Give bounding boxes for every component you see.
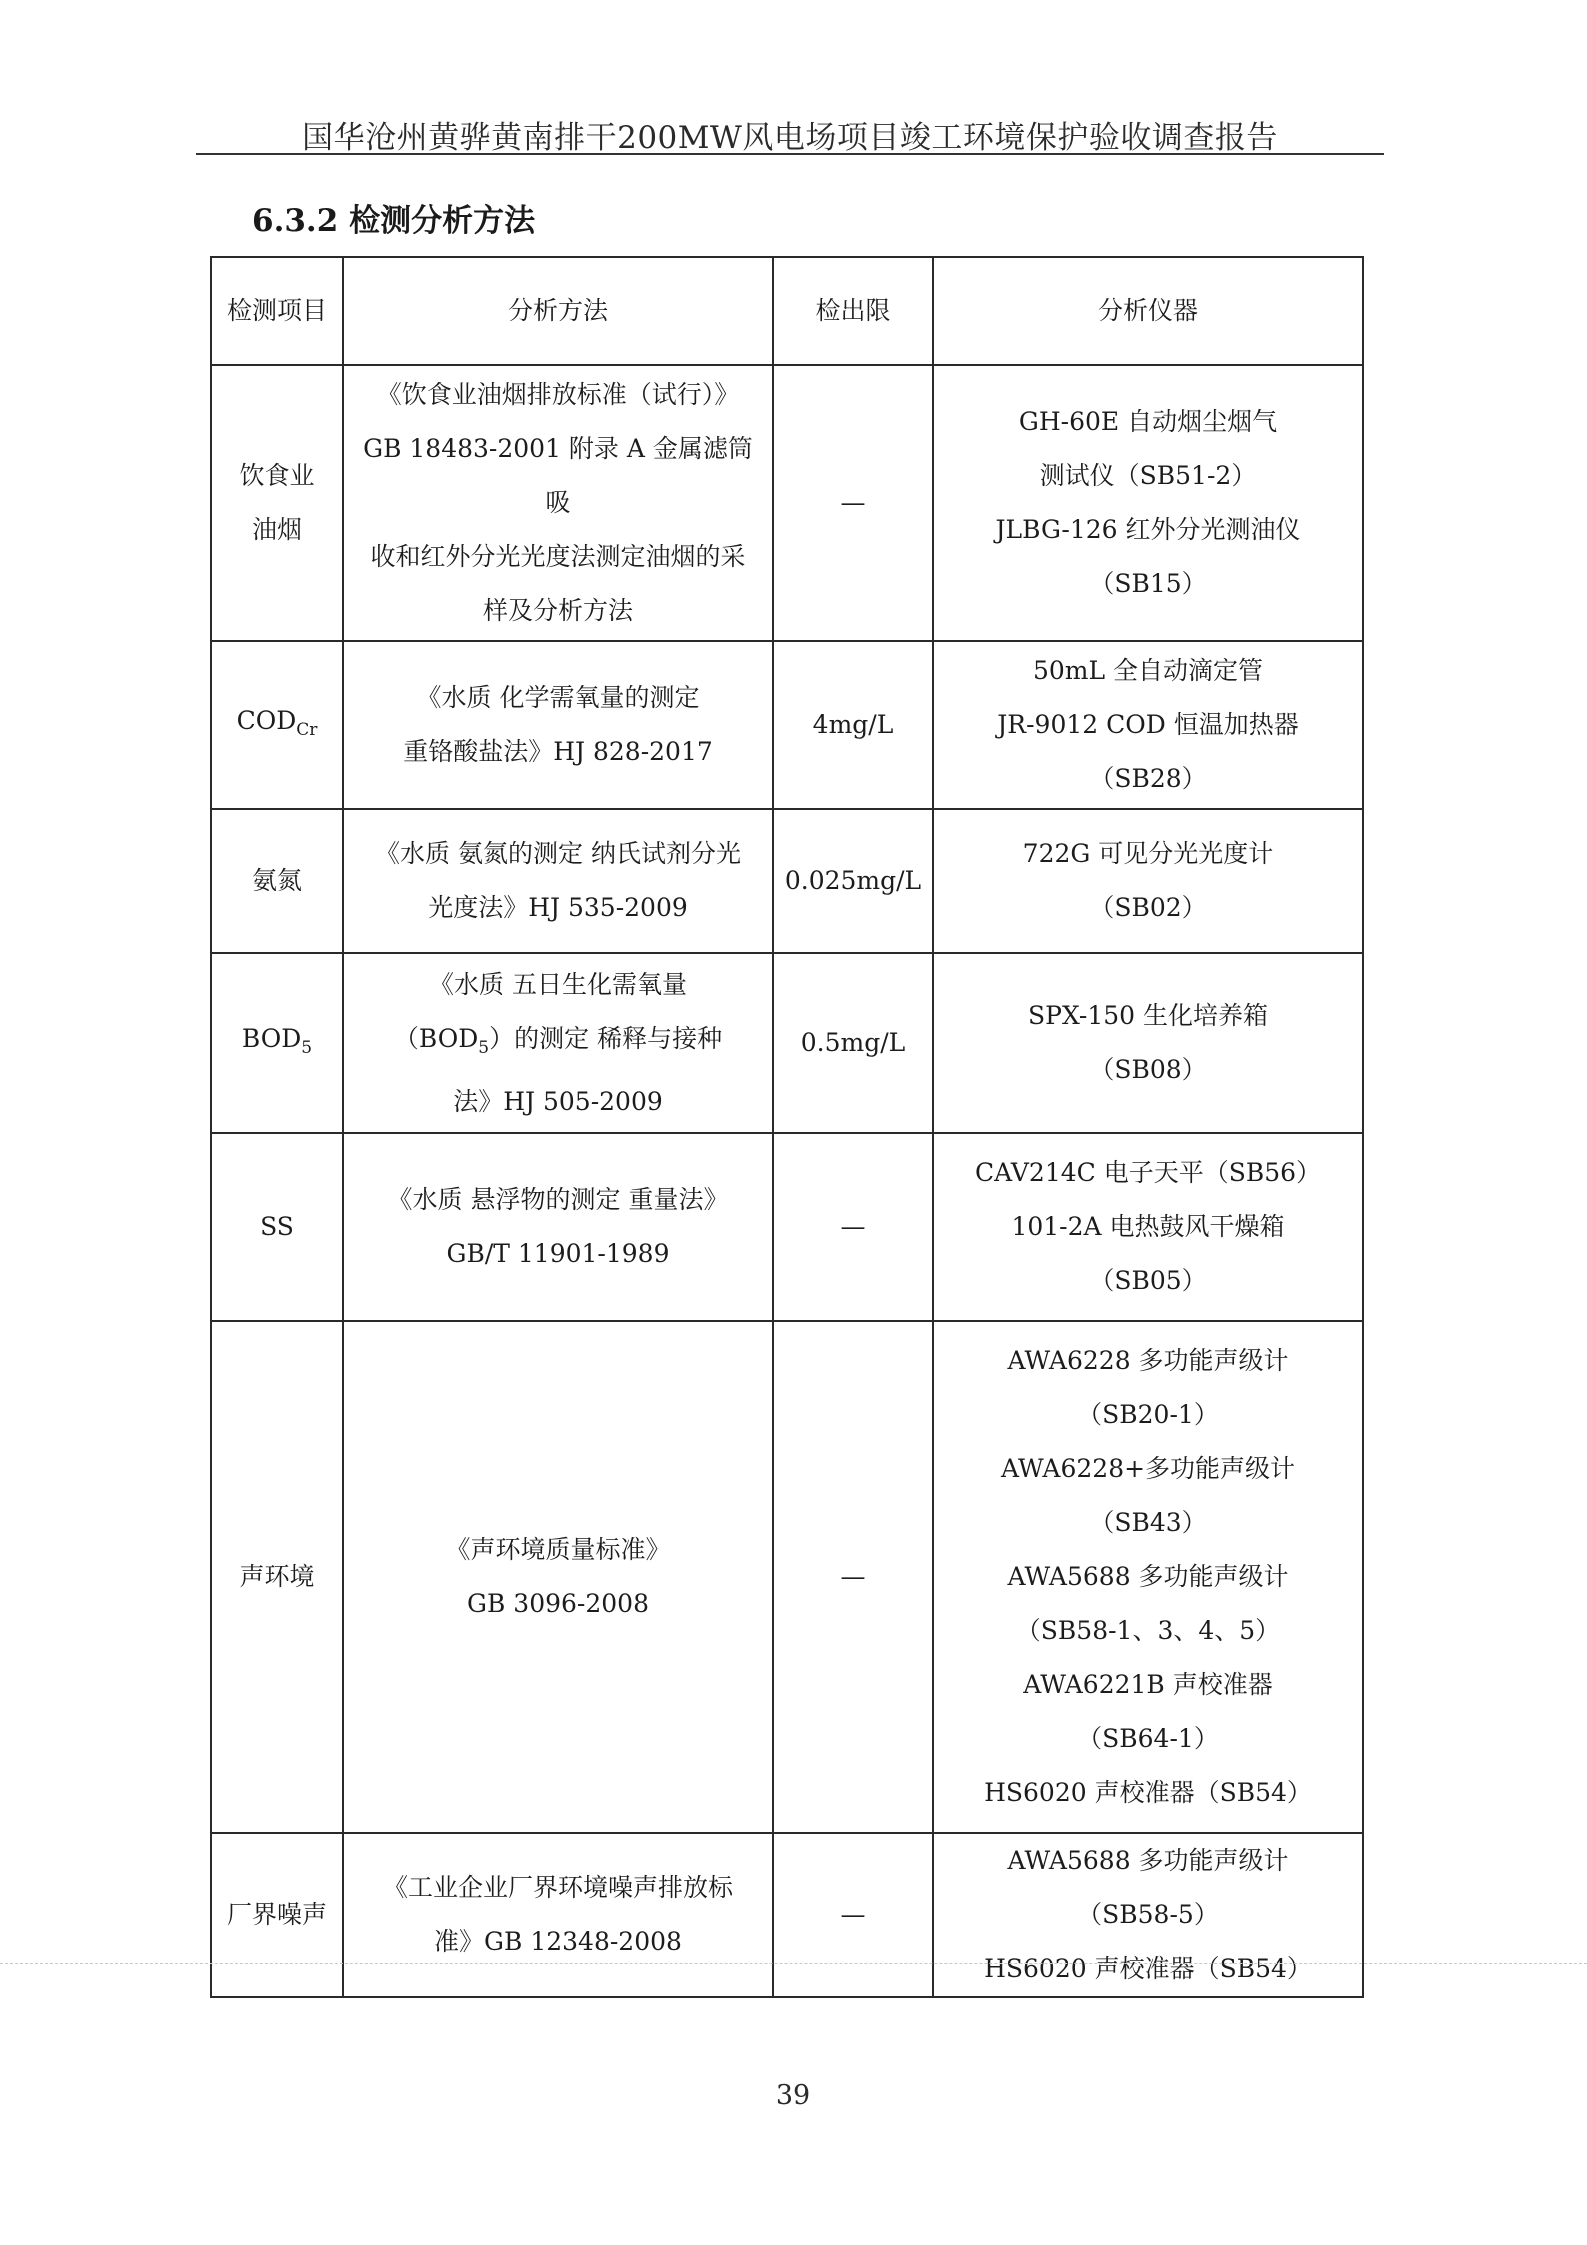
table-row [211,953,1363,1133]
header-instrument: 分析仪器 [933,257,1363,365]
row-method: 《工业企业厂界环境噪声排放标 准》GB 12348-2008 [343,1833,773,1997]
row-item: 饮食业 油烟 [211,365,343,641]
row-limit: 0.5mg/L [773,953,933,1133]
row-item-subscript: 5 [301,1037,313,1058]
section-title: 6.3.2 检测分析方法 [252,203,536,239]
row-method: 《水质 悬浮物的测定 重量法》 GB/T 11901-1989 [343,1133,773,1321]
table-row [211,1321,1363,1833]
row-method-subscript: 5 [478,1037,490,1058]
row-method [343,953,773,1133]
row-item-main: BOD [241,1023,302,1053]
row-instrument: 722G 可见分光光度计 （SB02） [933,809,1363,953]
row-instrument: AWA6228 多功能声级计 （SB20-1） AWA6228+多功能声级计 （SB43） AWA5688 多功能声级计 （SB58-1、3、4、5） AWA6221B 声校准器 （SB64-1） HS6020 声校准器（SB54） [933,1321,1363,1833]
table-row [211,809,1363,953]
row-method: 《水质 氨氮的测定 纳氏试剂分光 光度法》HJ 535-2009 [343,809,773,953]
row-limit: — [773,365,933,641]
row-item-main: COD [236,705,297,735]
row-item [211,641,343,809]
row-method-pre: 《水质 五日生化需氧量 （BOD [393,969,687,1053]
page-header: 国华沧州黄骅黄南排干200MW风电场项目竣工环境保护验收调查报告 [302,120,1278,156]
table-row [211,1833,1363,1997]
row-item-subscript: Cr [296,719,318,740]
row-method: 《饮食业油烟排放标准（试行）》 GB 18483-2001 附录 A 金属滤筒吸 收和红外分光光度法测定油烟的采 样及分析方法 [343,365,773,641]
table-row [211,1133,1363,1321]
row-limit: — [773,1321,933,1833]
table-row [211,641,1363,809]
row-limit: — [773,1133,933,1321]
analysis-methods-table [210,256,1364,1998]
row-method: 《水质 化学需氧量的测定 重铬酸盐法》HJ 828-2017 [343,641,773,809]
row-limit: 0.025mg/L [773,809,933,953]
row-item: 氨氮 [211,809,343,953]
row-instrument: GH-60E 自动烟尘烟气 测试仪（SB51-2） JLBG-126 红外分光测油仪 （SB15） [933,365,1363,641]
row-method-post: ）的测定 稀释与接种 法》HJ 505-2009 [453,1023,723,1116]
row-item: SS [211,1133,343,1321]
row-item [211,953,343,1133]
row-instrument: 50mL 全自动滴定管 JR-9012 COD 恒温加热器 （SB28） [933,641,1363,809]
row-item: 厂界噪声 [211,1833,343,1997]
scan-artifact-line [0,1963,1587,1964]
row-method: 《声环境质量标准》 GB 3096-2008 [343,1321,773,1833]
row-instrument: AWA5688 多功能声级计 （SB58-5） HS6020 声校准器（SB54） [933,1833,1363,1997]
row-item: 声环境 [211,1321,343,1833]
page-number: 39 [775,2080,811,2111]
header-divider [196,153,1384,155]
row-instrument: CAV214C 电子天平（SB56） 101-2A 电热鼓风干燥箱 （SB05） [933,1133,1363,1321]
row-instrument: SPX-150 生化培养箱 （SB08） [933,953,1363,1133]
header-method: 分析方法 [343,257,773,365]
row-limit: 4mg/L [773,641,933,809]
header-item: 检测项目 [211,257,343,365]
header-limit: 检出限 [773,257,933,365]
row-limit: — [773,1833,933,1997]
table-header-row [211,257,1363,365]
table-row [211,365,1363,641]
